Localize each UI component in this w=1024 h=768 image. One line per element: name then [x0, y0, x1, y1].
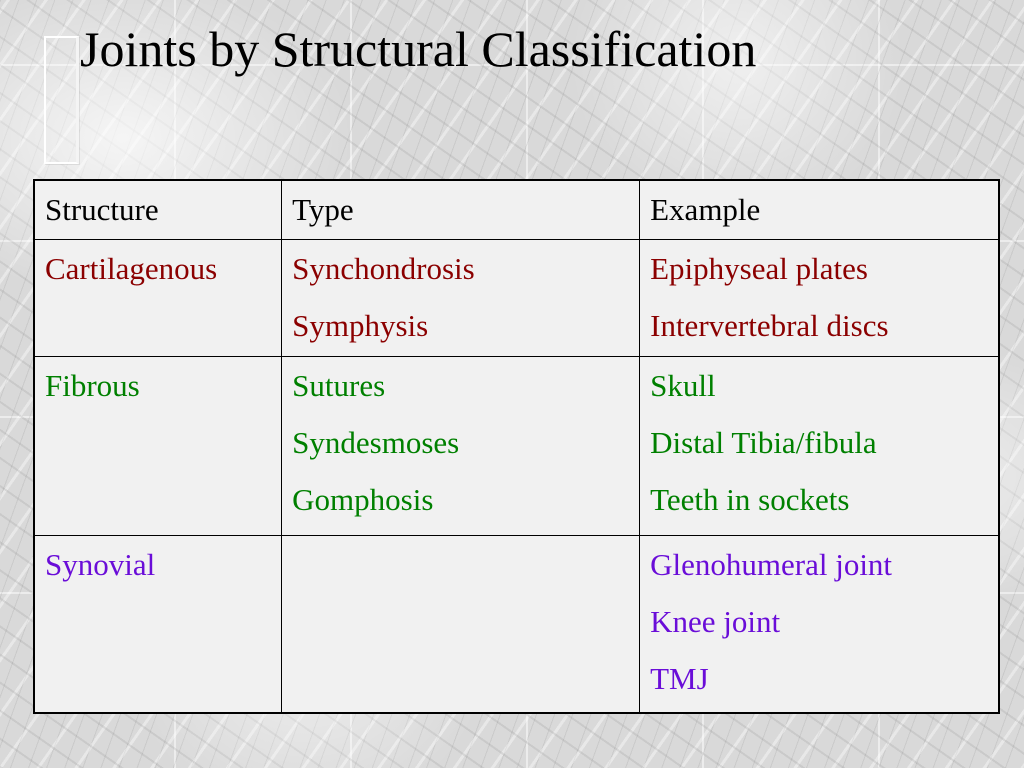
structure-cell — [34, 240, 282, 357]
example-item: Glenohumeral joint — [650, 547, 893, 582]
example-item: Distal Tibia/fibula — [650, 425, 877, 460]
type-item: Sutures — [292, 368, 386, 403]
example-item: Intervertebral discs — [650, 308, 889, 343]
header-example: Example — [640, 180, 999, 240]
structure-cell — [34, 536, 282, 714]
type-item: Gomphosis — [292, 482, 434, 517]
example-item: TMJ — [650, 661, 709, 696]
example-item: Epiphyseal plates — [650, 251, 868, 286]
structure-name: Cartilagenous — [45, 251, 218, 286]
example-cell — [640, 357, 999, 536]
example-item: Teeth in sockets — [650, 482, 850, 517]
example-cell — [640, 240, 999, 357]
example-item: Knee joint — [650, 604, 781, 639]
structure-name: Fibrous — [45, 368, 140, 403]
header-type: Type — [282, 180, 640, 240]
slide-title: Joints by Structural Classification — [80, 21, 757, 77]
structure-cell — [34, 357, 282, 536]
decorative-bracket — [44, 36, 79, 164]
table-row-fibrous — [34, 357, 999, 536]
example-item: Skull — [650, 368, 716, 403]
table-row-cartilagenous — [34, 240, 999, 357]
type-cell — [282, 240, 640, 357]
type-item: Synchondrosis — [292, 251, 475, 286]
type-cell — [282, 357, 640, 536]
classification-table — [33, 179, 1000, 714]
type-item: Symphysis — [292, 308, 429, 343]
header-structure: Structure — [34, 180, 282, 240]
table-row-synovial — [34, 536, 999, 714]
example-cell — [640, 536, 999, 714]
type-item: Syndesmoses — [292, 425, 460, 460]
structure-name: Synovial — [45, 547, 156, 582]
table-header-row — [34, 180, 999, 240]
type-cell-empty — [282, 536, 640, 714]
